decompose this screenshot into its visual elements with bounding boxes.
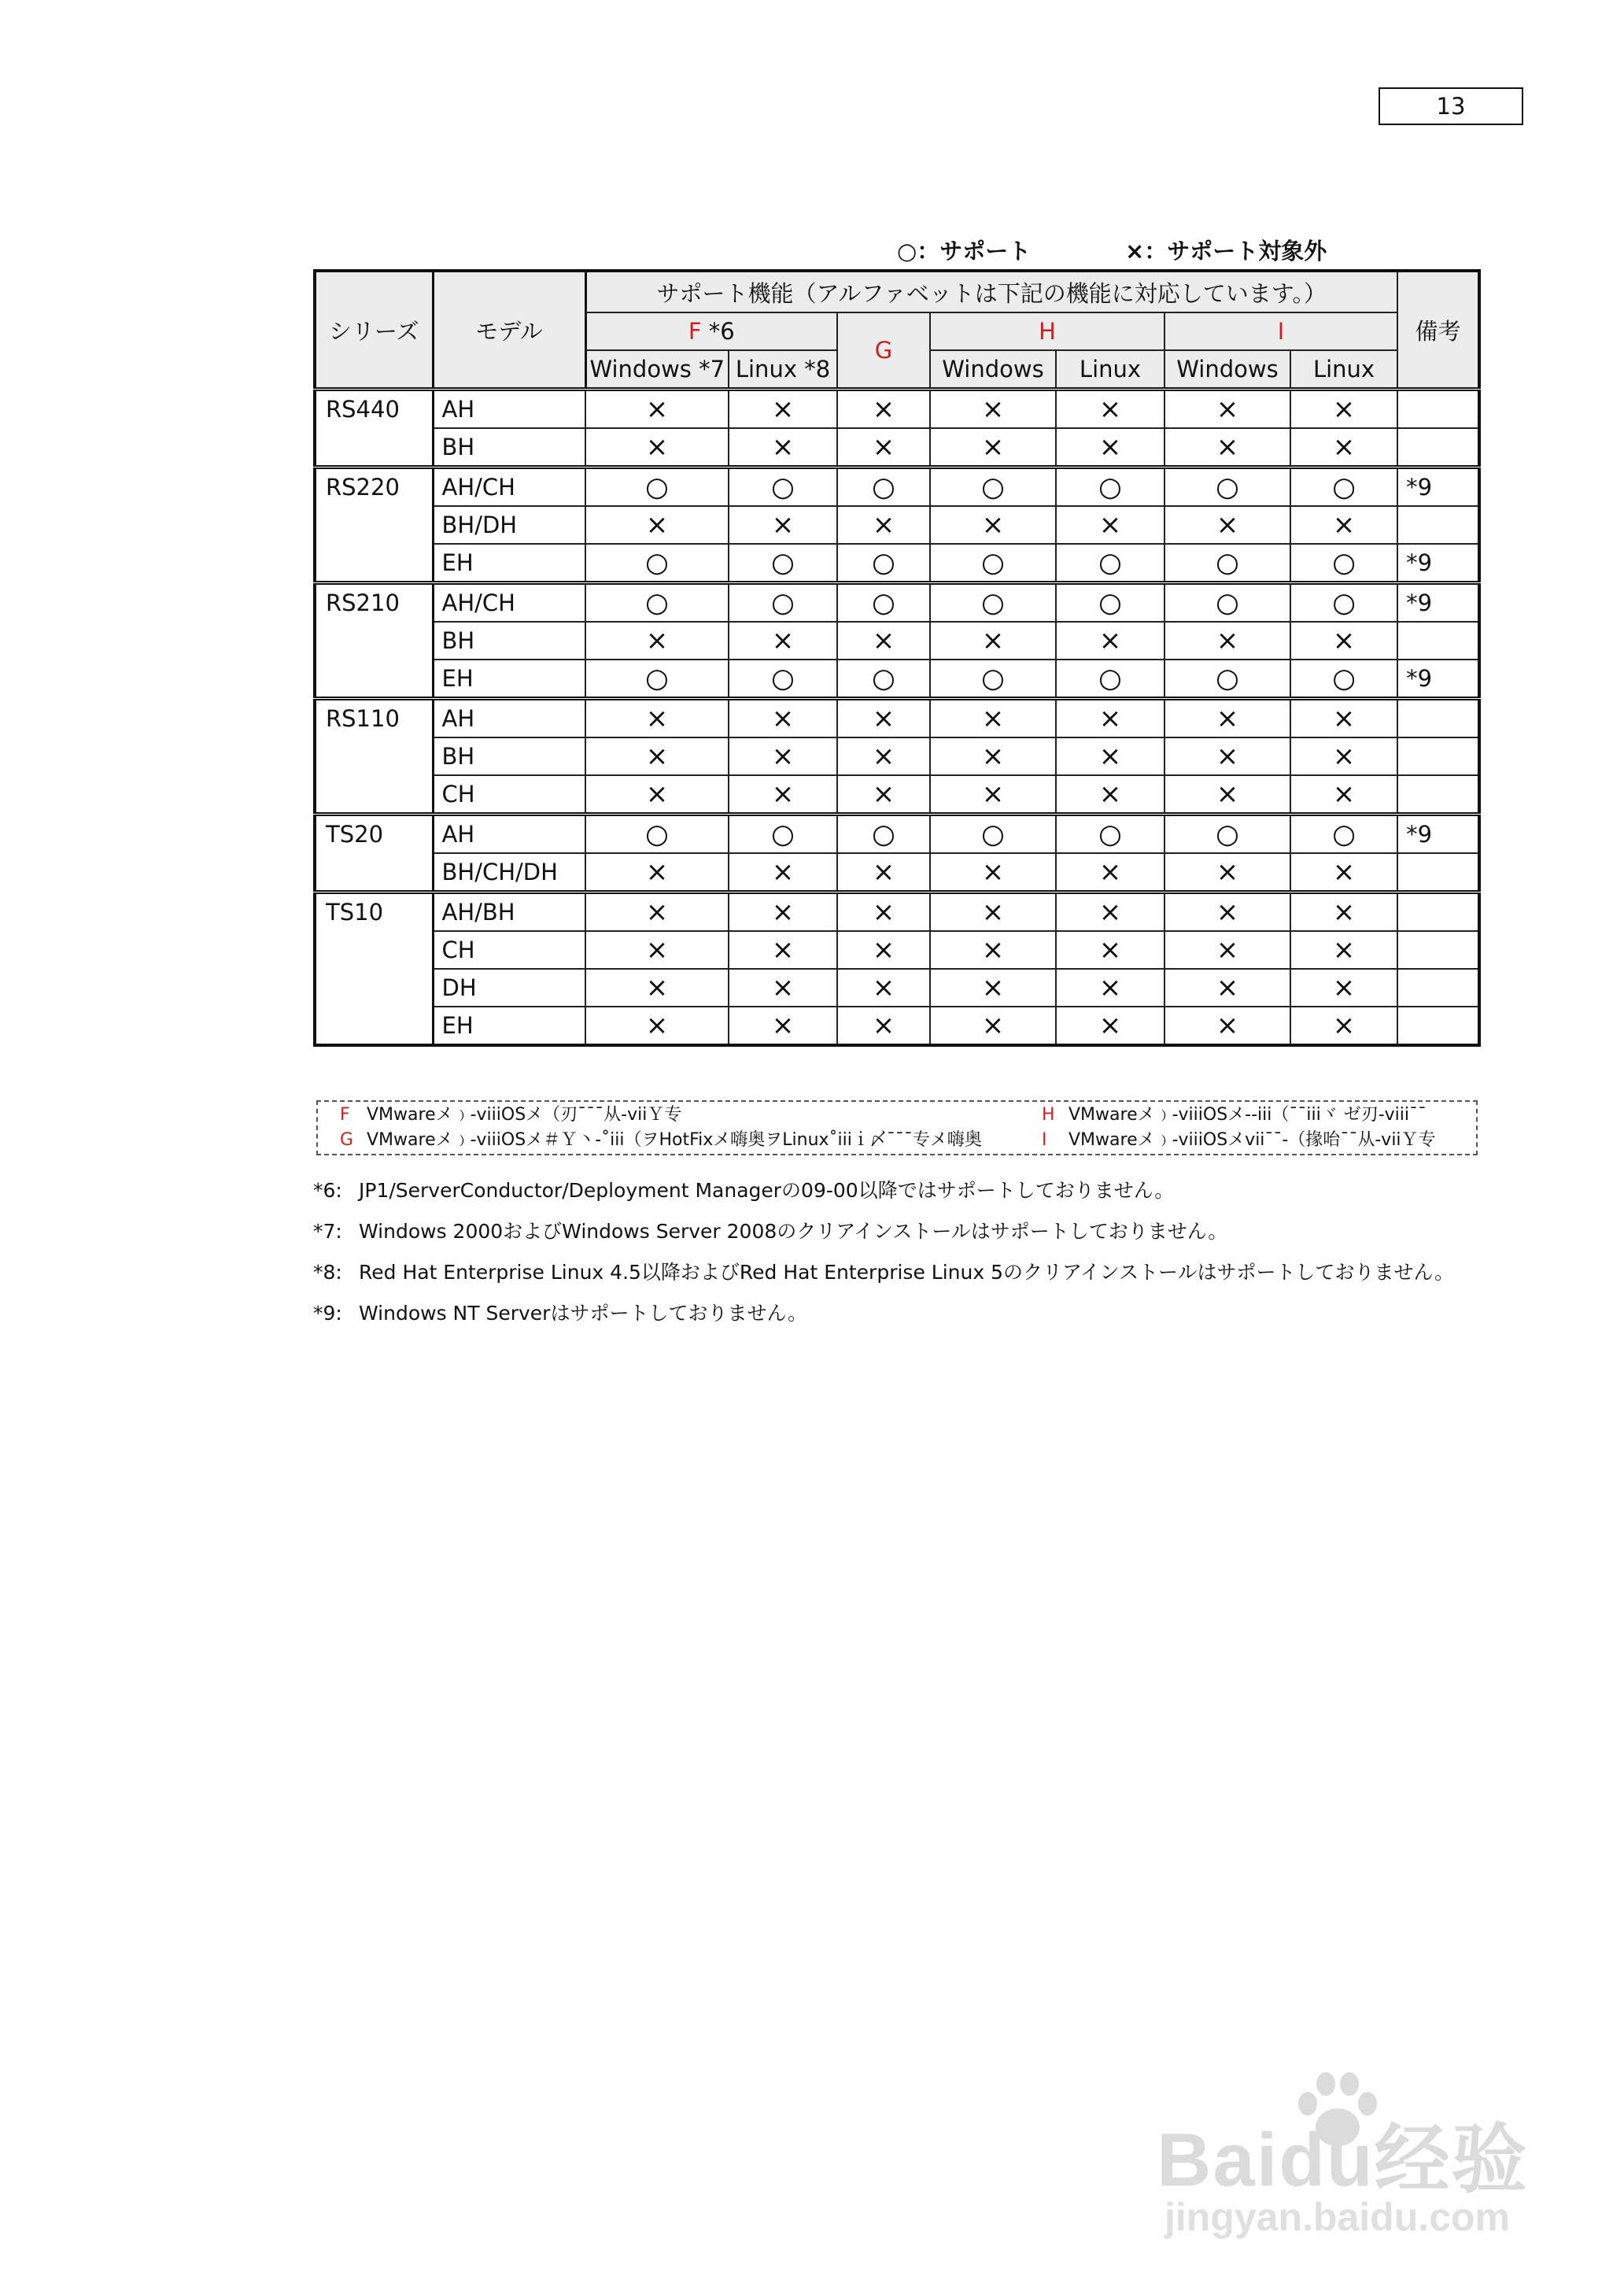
mark-cell: × (1056, 931, 1164, 969)
mark-cell: × (585, 853, 729, 893)
mark-cell: ○ (1056, 468, 1164, 507)
header-function-g: G (837, 312, 930, 390)
note-text: VMwareメ﹚-viiiOSメ（刃¯¯¯从-viiＹ专 (367, 1105, 682, 1125)
mark-cell: × (837, 969, 930, 1007)
table-row (315, 699, 1479, 738)
mark-cell: × (1164, 737, 1290, 775)
remark-cell (1397, 428, 1479, 468)
mark-cell: × (1290, 390, 1397, 429)
baidu-watermark (1157, 2068, 1534, 2249)
footnote-8 (313, 1259, 1454, 1286)
mark-cell: × (837, 390, 930, 429)
mark-cell: × (729, 775, 837, 815)
table-row (315, 660, 1479, 699)
mark-cell: × (930, 893, 1056, 932)
mark-cell: × (1290, 699, 1397, 738)
mark-cell: × (837, 893, 930, 932)
mark-cell: ○ (837, 583, 930, 623)
watermark-logo: Baidu经验 (1157, 2118, 1529, 2202)
table-row (315, 622, 1479, 660)
mark-cell: × (1290, 428, 1397, 468)
mark-cell: × (729, 622, 837, 660)
mark-cell: ○ (837, 544, 930, 583)
series-cell: RS110 (315, 699, 433, 815)
mark-cell: × (1290, 737, 1397, 775)
mark-cell: × (585, 775, 729, 815)
mark-cell: × (837, 775, 930, 815)
mark-cell: × (1164, 428, 1290, 468)
mark-cell: × (585, 931, 729, 969)
table-row (315, 931, 1479, 969)
table-row (315, 1007, 1479, 1045)
table-row (315, 390, 1479, 429)
mark-cell: × (1056, 506, 1164, 544)
footnote-mark: *7: (313, 1220, 342, 1243)
mark-cell: × (585, 1007, 729, 1045)
header-i-windows: Windows (1164, 350, 1290, 390)
mark-cell: × (1164, 853, 1290, 893)
note-letter: H (1042, 1105, 1055, 1125)
mark-cell: × (585, 622, 729, 660)
mark-cell: ○ (1164, 660, 1290, 699)
mark-cell: × (1164, 931, 1290, 969)
mark-cell: × (930, 853, 1056, 893)
table-row (315, 853, 1479, 893)
mark-cell: × (1164, 699, 1290, 738)
table-row (315, 775, 1479, 815)
mark-cell: × (729, 893, 837, 932)
footnote-mark: *6: (313, 1179, 342, 1202)
table-row (315, 468, 1479, 507)
mark-cell: × (930, 775, 1056, 815)
table-row (315, 737, 1479, 775)
model-cell: EH (433, 544, 585, 583)
model-cell: AH (433, 390, 585, 429)
mark-cell: × (585, 506, 729, 544)
header-i-linux: Linux (1290, 350, 1397, 390)
mark-cell: × (930, 699, 1056, 738)
mark-cell: × (930, 622, 1056, 660)
mark-cell: × (585, 969, 729, 1007)
legend-support: ○：サポート (897, 238, 1032, 264)
mark-cell: × (585, 893, 729, 932)
mark-cell: × (729, 428, 837, 468)
note-letter: F (340, 1105, 350, 1125)
footnote-9 (313, 1300, 807, 1327)
mark-cell: × (837, 699, 930, 738)
mark-cell: × (930, 931, 1056, 969)
function-note-i (1042, 1129, 1436, 1152)
mark-cell: ○ (930, 815, 1056, 854)
remark-cell: *9 (1397, 815, 1479, 854)
mark-cell: ○ (930, 583, 1056, 623)
model-cell: BH (433, 428, 585, 468)
mark-cell: × (1290, 1007, 1397, 1045)
mark-cell: ○ (930, 660, 1056, 699)
remark-cell (1397, 390, 1479, 429)
header-function-i: I (1164, 312, 1397, 350)
legend-unsupported: ×：サポート対象外 (1125, 238, 1327, 264)
note-text: VMwareメ﹚-viiiOSメvii¯¯-（掾咍¯¯从-viiＹ专 (1069, 1130, 1436, 1150)
mark-cell: ○ (1056, 583, 1164, 623)
mark-cell: ○ (1164, 544, 1290, 583)
mark-cell: × (729, 931, 837, 969)
mark-cell: × (1056, 699, 1164, 738)
watermark-url: jingyan.baidu.com (1164, 2195, 1510, 2239)
mark-cell: ○ (729, 468, 837, 507)
mark-cell: × (1164, 506, 1290, 544)
table-row (315, 583, 1479, 623)
model-cell: BH/DH (433, 506, 585, 544)
mark-cell: × (729, 699, 837, 738)
series-cell: TS10 (315, 893, 433, 1046)
mark-cell: × (1290, 622, 1397, 660)
mark-cell: ○ (1290, 468, 1397, 507)
footnote-6 (313, 1177, 1174, 1204)
mark-cell: × (729, 1007, 837, 1045)
mark-cell: ○ (585, 583, 729, 623)
mark-cell: × (1056, 775, 1164, 815)
note-text: VMwareメ﹚-viiiOSメ--iii（¯¯iiiヾ ゼ刃-viii¯¯ (1069, 1105, 1427, 1125)
mark-cell: ○ (930, 468, 1056, 507)
mark-cell: ○ (729, 660, 837, 699)
header-model: モデル (433, 271, 585, 390)
mark-cell: × (1056, 969, 1164, 1007)
mark-cell: ○ (837, 468, 930, 507)
mark-cell: × (1164, 390, 1290, 429)
function-note-h (1042, 1103, 1427, 1127)
model-cell: EH (433, 1007, 585, 1045)
remark-cell (1397, 737, 1479, 775)
mark-cell: × (729, 853, 837, 893)
model-cell: BH (433, 622, 585, 660)
mark-cell: × (930, 969, 1056, 1007)
mark-cell: × (1164, 622, 1290, 660)
mark-cell: × (1290, 969, 1397, 1007)
remark-cell (1397, 699, 1479, 738)
footnote-text: Windows 2000およびWindows Server 2008のクリアインストールはサポートしておりません。 (359, 1220, 1228, 1243)
mark-cell: ○ (585, 544, 729, 583)
model-cell: BH/CH/DH (433, 853, 585, 893)
mark-cell: ○ (1164, 815, 1290, 854)
remark-cell (1397, 506, 1479, 544)
mark-cell: ○ (729, 544, 837, 583)
header-functions: サポート機能（アルファベットは下記の機能に対応しています。） (585, 271, 1397, 312)
series-cell: RS440 (315, 390, 433, 468)
mark-cell: ○ (1056, 660, 1164, 699)
remark-cell: *9 (1397, 544, 1479, 583)
function-f-letter: F (688, 318, 702, 345)
note-letter: G (340, 1130, 354, 1150)
mark-cell: × (1164, 775, 1290, 815)
note-text: VMwareメ﹚-viiiOSメ＃Ｙ丶-˚iii（ヲHotFixメ嗨奥ヲLinux˚iiiｉ〆¯¯¯专メ嗨奥 (367, 1130, 982, 1150)
mark-cell: × (837, 506, 930, 544)
mark-cell: × (1290, 506, 1397, 544)
table-row (315, 506, 1479, 544)
mark-cell: ○ (930, 544, 1056, 583)
mark-cell: × (1056, 853, 1164, 893)
model-cell: CH (433, 931, 585, 969)
header-function-f (585, 312, 837, 350)
remark-cell (1397, 853, 1479, 893)
model-cell: AH (433, 699, 585, 738)
mark-cell: ○ (1290, 583, 1397, 623)
remark-cell: *9 (1397, 660, 1479, 699)
mark-cell: × (1164, 893, 1290, 932)
mark-cell: ○ (1290, 544, 1397, 583)
footnote-text: Windows NT Serverはサポートしておりません。 (359, 1302, 807, 1325)
table-row (315, 815, 1479, 854)
mark-cell: × (1164, 969, 1290, 1007)
remark-cell: *9 (1397, 583, 1479, 623)
mark-cell: × (930, 428, 1056, 468)
mark-cell: ○ (729, 815, 837, 854)
mark-cell: × (729, 969, 837, 1007)
mark-cell: ○ (1056, 544, 1164, 583)
mark-cell: × (1056, 428, 1164, 468)
mark-cell: ○ (1056, 815, 1164, 854)
model-cell: DH (433, 969, 585, 1007)
table-row (315, 969, 1479, 1007)
page-number: 13 (1379, 87, 1523, 125)
header-h-windows: Windows (930, 350, 1056, 390)
remark-cell (1397, 622, 1479, 660)
function-note-f (340, 1103, 681, 1127)
mark-cell: × (837, 737, 930, 775)
mark-cell: × (930, 390, 1056, 429)
model-cell: CH (433, 775, 585, 815)
table-row (315, 893, 1479, 932)
mark-cell: ○ (837, 815, 930, 854)
mark-cell: × (1056, 390, 1164, 429)
model-cell: AH/CH (433, 583, 585, 623)
mark-cell: × (585, 428, 729, 468)
remark-cell: *9 (1397, 468, 1479, 507)
mark-cell: ○ (1290, 815, 1397, 854)
header-f-linux: Linux *8 (729, 350, 837, 390)
mark-cell: ○ (585, 815, 729, 854)
model-cell: AH (433, 815, 585, 854)
mark-cell: × (585, 390, 729, 429)
mark-cell: × (837, 428, 930, 468)
mark-cell: × (729, 390, 837, 429)
mark-cell: ○ (837, 660, 930, 699)
model-cell: EH (433, 660, 585, 699)
function-note-g (340, 1129, 982, 1152)
remark-cell (1397, 931, 1479, 969)
mark-cell: × (1290, 853, 1397, 893)
mark-cell: × (837, 622, 930, 660)
footnote-7 (313, 1218, 1227, 1245)
mark-cell: × (729, 737, 837, 775)
mark-cell: ○ (1164, 583, 1290, 623)
table-row (315, 544, 1479, 583)
support-table (313, 269, 1481, 1047)
mark-cell: × (1164, 1007, 1290, 1045)
footnote-mark: *9: (313, 1302, 342, 1325)
header-series: シリーズ (315, 271, 433, 390)
header-function-h: H (930, 312, 1164, 350)
footnote-mark: *8: (313, 1261, 342, 1284)
mark-cell: × (1290, 893, 1397, 932)
mark-cell: × (837, 931, 930, 969)
mark-cell: ○ (1290, 660, 1397, 699)
series-cell: RS210 (315, 583, 433, 699)
model-cell: AH/CH (433, 468, 585, 507)
mark-cell: × (1056, 1007, 1164, 1045)
mark-cell: × (585, 699, 729, 738)
header-h-linux: Linux (1056, 350, 1164, 390)
model-cell: BH (433, 737, 585, 775)
mark-cell: × (729, 506, 837, 544)
remark-cell (1397, 1007, 1479, 1045)
mark-cell: × (1056, 737, 1164, 775)
header-f-windows: Windows *7 (585, 350, 729, 390)
mark-cell: × (1290, 931, 1397, 969)
model-cell: AH/BH (433, 893, 585, 932)
series-cell: TS20 (315, 815, 433, 893)
mark-cell: ○ (1164, 468, 1290, 507)
footnote-text: Red Hat Enterprise Linux 4.5以降およびRed Hat Enterprise Linux 5のクリアインストールはサポートしておりません。 (359, 1261, 1454, 1284)
function-f-note: *6 (701, 318, 735, 345)
mark-cell: × (837, 1007, 930, 1045)
header-remarks: 備考 (1397, 271, 1479, 390)
mark-cell: ○ (729, 583, 837, 623)
footnote-text: JP1/ServerConductor/Deployment Managerの09-00以降ではサポートしておりません。 (359, 1179, 1175, 1202)
note-letter: I (1042, 1130, 1047, 1150)
mark-cell: × (930, 506, 1056, 544)
remark-cell (1397, 969, 1479, 1007)
table-body (315, 390, 1479, 1046)
mark-cell: × (585, 737, 729, 775)
table-row (315, 428, 1479, 468)
mark-cell: ○ (585, 468, 729, 507)
mark-cell: × (1290, 775, 1397, 815)
function-notes-box (316, 1100, 1478, 1155)
mark-cell: × (930, 1007, 1056, 1045)
series-cell: RS220 (315, 468, 433, 583)
mark-cell: × (837, 853, 930, 893)
mark-cell: × (930, 737, 1056, 775)
remark-cell (1397, 893, 1479, 932)
remark-cell (1397, 775, 1479, 815)
mark-cell: ○ (585, 660, 729, 699)
mark-cell: × (1056, 893, 1164, 932)
mark-cell: × (1056, 622, 1164, 660)
